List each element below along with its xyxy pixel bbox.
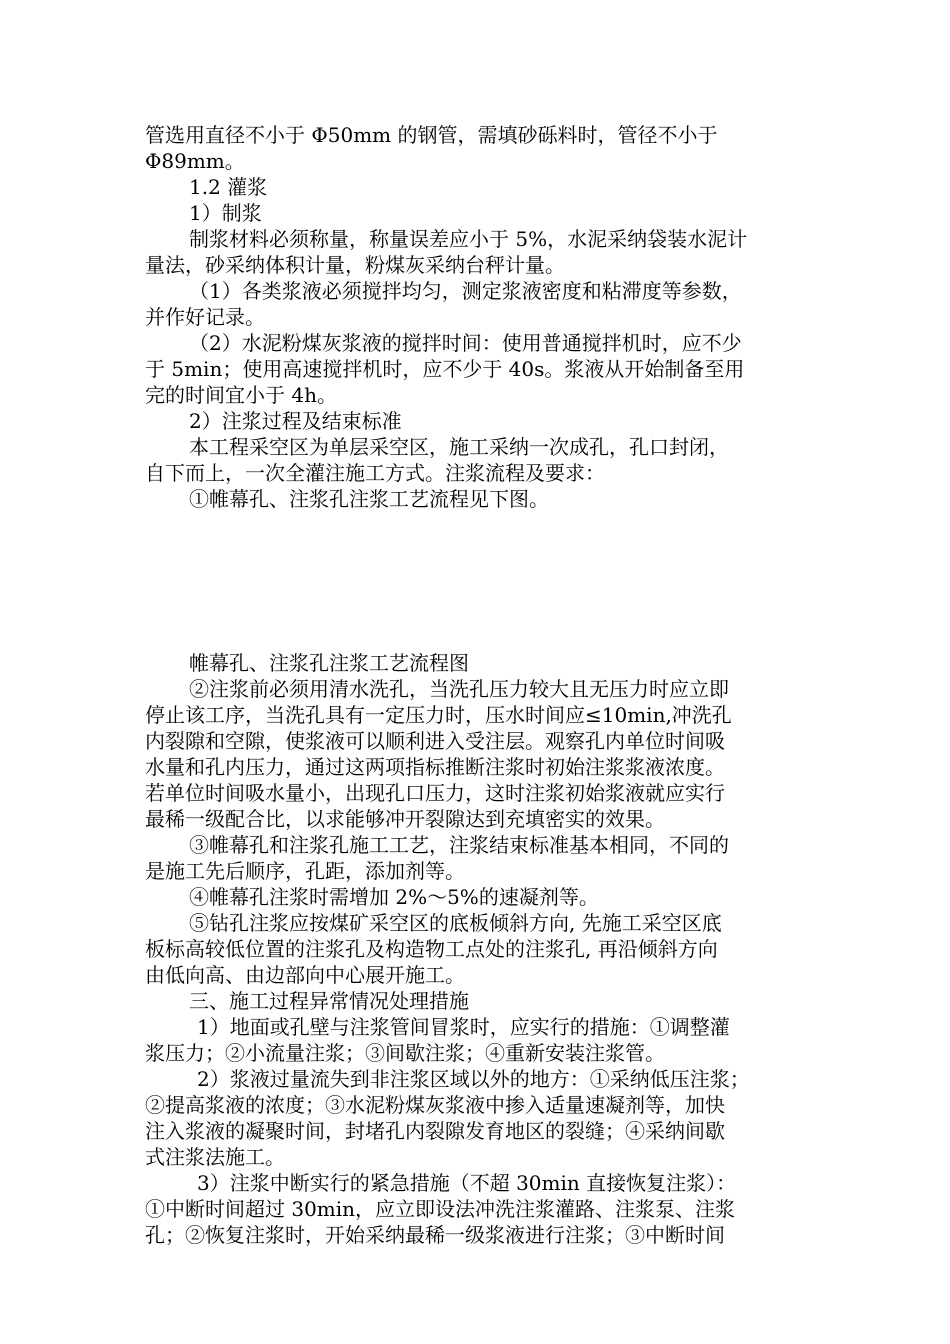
text-line: Φ89mm。 xyxy=(145,149,245,173)
subsection-heading: 2）注浆过程及结束标准 xyxy=(189,409,402,433)
text-line: 水量和孔内压力，通过这两项指标推断注浆时初始注浆浆液浓度。 xyxy=(145,755,725,779)
text-line: 量法，砂采纳体积计量，粉煤灰采纳台秤计量。 xyxy=(145,253,565,277)
text-line: 于 5min；使用高速搅拌机时，应不少于 40s。浆液从开始制备至用 xyxy=(145,357,745,381)
text-line: 内裂隙和空隙，使浆液可以顺利进入受注层。观察孔内单位时间吸 xyxy=(145,729,725,753)
text-line: 是施工先后顺序，孔距，添加剂等。 xyxy=(145,859,465,883)
text-line: 完的时间宜小于 4h。 xyxy=(145,383,337,407)
text-line: ②提高浆液的浓度；③水泥粉煤灰浆液中掺入适量速凝剂等，加快 xyxy=(145,1093,725,1117)
text-line: ③帷幕孔和注浆孔施工工艺，注浆结束标准基本相同，不同的 xyxy=(189,833,729,857)
text-line: ①中断时间超过 30min，应立即设法冲洗注浆灌路、注浆泵、注浆 xyxy=(145,1197,736,1221)
text-line: 注入浆液的凝聚时间，封堵孔内裂隙发育地区的裂缝；④采纳间歇 xyxy=(145,1119,725,1143)
figure-caption: 帷幕孔、注浆孔注浆工艺流程图 xyxy=(189,651,469,675)
section-heading: 三、施工过程异常情况处理措施 xyxy=(189,989,469,1013)
text-line: 2）浆液过量流失到非注浆区域以外的地方：①采纳低压注浆； xyxy=(197,1067,750,1091)
text-line: 浆压力；②小流量注浆；③间歇注浆；④重新安装注浆管。 xyxy=(145,1041,665,1065)
text-line: 自下而上，一次全灌注施工方式。注浆流程及要求： xyxy=(145,461,605,485)
text-line: ②注浆前必须用清水洗孔，当洗孔压力较大且无压力时应立即 xyxy=(189,677,729,701)
text-line: 板标高较低位置的注浆孔及构造物工点处的注浆孔, 再沿倾斜方向 xyxy=(145,937,718,961)
subsection-heading: 1）制浆 xyxy=(189,201,262,225)
text-line: 并作好记录。 xyxy=(145,305,265,329)
text-line: 孔；②恢复注浆时，开始采纳最稀一级浆液进行注浆；③中断时间 xyxy=(145,1223,725,1247)
text-line: （2）水泥粉煤灰浆液的搅拌时间：使用普通搅拌机时，应不少 xyxy=(189,331,742,355)
text-line: 由低向高、由边部向中心展开施工。 xyxy=(145,963,465,987)
text-line: ④帷幕孔注浆时需增加 2%～5%的速凝剂等。 xyxy=(189,885,599,909)
text-line: 停止该工序，当洗孔具有一定压力时，压水时间应≤10min,冲洗孔 xyxy=(145,703,732,727)
text-line: 本工程采空区为单层采空区，施工采纳一次成孔，孔口封闭， xyxy=(189,435,729,459)
text-line: 若单位时间吸水量小，出现孔口压力，这时注浆初始浆液就应实行 xyxy=(145,781,725,805)
section-heading: 1.2 灌浆 xyxy=(189,175,268,199)
text-line: ⑤钻孔注浆应按煤矿采空区的底板倾斜方向, 先施工采空区底 xyxy=(189,911,722,935)
text-line: 式注浆法施工。 xyxy=(145,1145,285,1169)
text-line: 管选用直径不小于 Φ50mm 的钢管，需填砂砾料时，管径不小于 xyxy=(145,123,718,147)
text-line: （1）各类浆液必须搅拌均匀，测定浆液密度和粘滞度等参数， xyxy=(189,279,742,303)
text-line: 制浆材料必须称量，称量误差应小于 5%，水泥采纳袋装水泥计 xyxy=(189,227,748,251)
text-line: 3）注浆中断实行的紧急措施（不超 30min 直接恢复注浆）： xyxy=(197,1171,737,1195)
text-line: ①帷幕孔、注浆孔注浆工艺流程见下图。 xyxy=(189,487,549,511)
text-line: 1）地面或孔壁与注浆管间冒浆时，应实行的措施：①调整灌 xyxy=(197,1015,730,1039)
text-line: 最稀一级配合比，以求能够冲开裂隙达到充填密实的效果。 xyxy=(145,807,665,831)
